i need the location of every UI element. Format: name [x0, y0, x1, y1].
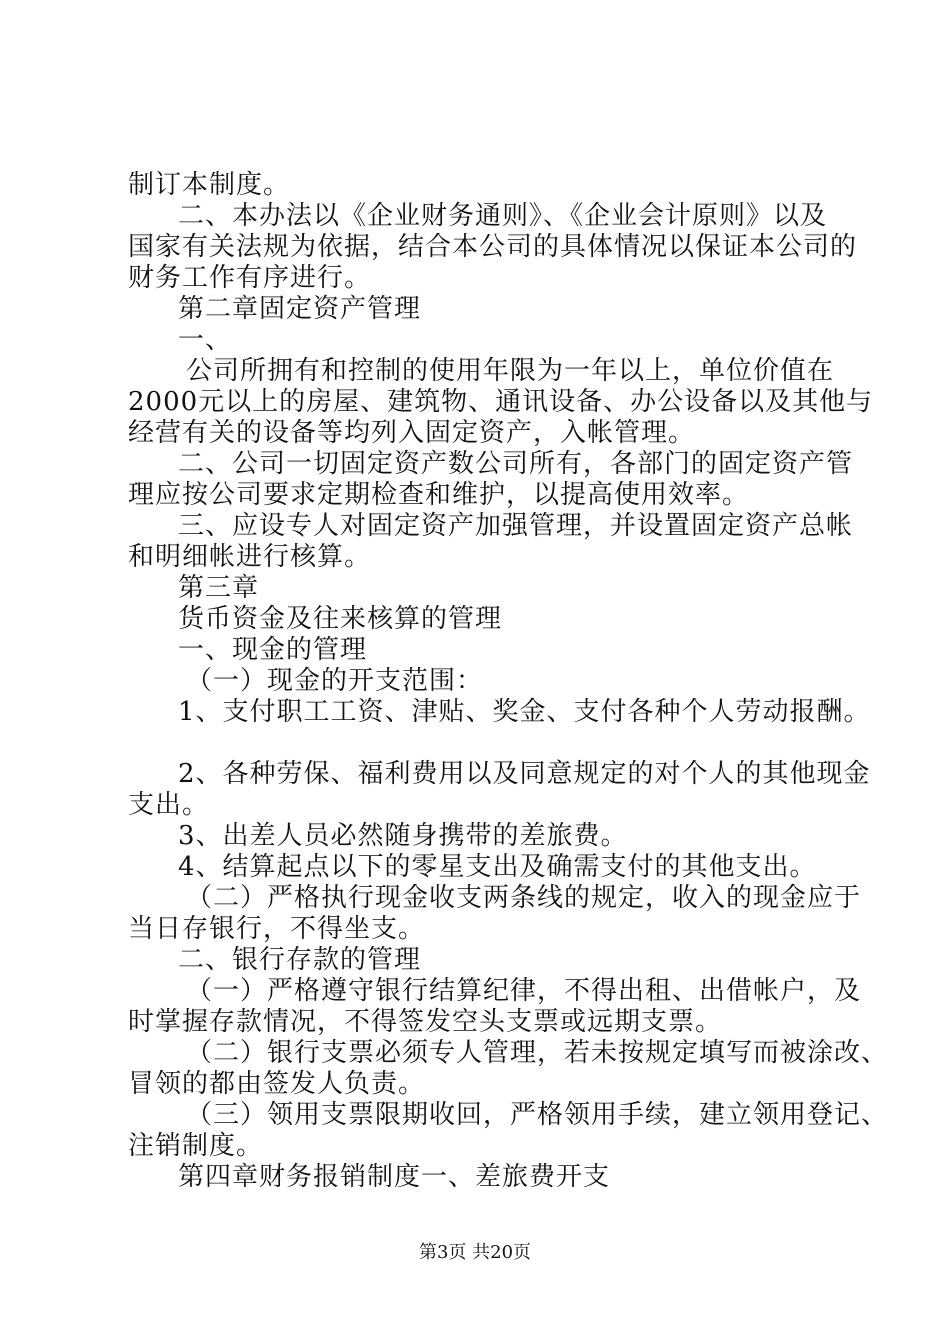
text-line: 支出。	[128, 790, 210, 820]
text-line: 4、结算起点以下的零星支出及确需支付的其他支出。	[178, 852, 817, 882]
text-line: 理应按公司要求定期检查和维护，以提高使用效率。	[128, 480, 750, 510]
text-line: （一）现金的开支范围：	[186, 666, 484, 696]
text-line: 三、应设专人对固定资产加强管理，并设置固定资产总帐	[178, 511, 854, 541]
text-line: 国家有关法规为依据，结合本公司的具体情况以保证本公司的	[128, 232, 858, 262]
text-line: 2000元以上的房屋、建筑物、通讯设备、办公设备以及其他与	[128, 387, 874, 417]
text-line: 1、支付职工工资、津贴、奖金、支付各种个人劳动报酬。	[178, 697, 871, 727]
section-heading: 货币资金及往来核算的管理	[178, 604, 503, 634]
text-line: （一）严格遵守银行结算纪律，不得出租、出借帐户，及	[186, 976, 862, 1006]
text-line: 财务工作有序进行。	[128, 263, 372, 293]
text-line: （三）领用支票限期收回，严格领用手续，建立领用登记、	[186, 1100, 889, 1130]
text-line: 3、出差人员必然随身携带的差旅费。	[178, 821, 628, 851]
text-line: 公司所拥有和控制的使用年限为一年以上，单位价值在	[186, 356, 835, 386]
text-line: 经营有关的设备等均列入固定资产，入帐管理。	[128, 418, 696, 448]
blank-line	[128, 728, 838, 759]
text-line: 和明细帐进行核算。	[128, 542, 372, 572]
text-line: 制订本制度。	[128, 170, 291, 200]
text-line: 二、银行存款的管理	[178, 945, 422, 975]
text-line: 一、现金的管理	[178, 635, 368, 665]
page-footer: 第3页 共20页	[418, 1242, 532, 1263]
text-line: 当日存银行，不得坐支。	[128, 914, 426, 944]
text-line: 二、公司一切固定资产数公司所有，各部门的固定资产管	[178, 449, 854, 479]
text-line: （二）银行支票必须专人管理，若未按规定填写而被涂改、	[186, 1038, 889, 1068]
text-line: 注销制度。	[128, 1131, 264, 1161]
text-line: 时掌握存款情况，不得签发空头支票或远期支票。	[128, 1007, 723, 1037]
chapter-heading: 第三章	[178, 573, 260, 603]
chapter-heading: 第四章财务报销制度一、差旅费开支	[178, 1162, 611, 1192]
text-line: 一、	[178, 325, 233, 355]
text-line: 二、本办法以《企业财务通则》、《企业会计原则》以及	[178, 201, 828, 231]
text-line: 冒领的都由签发人负责。	[128, 1069, 426, 1099]
text-line: 2、各种劳保、福利费用以及同意规定的对个人的其他现金	[178, 759, 871, 789]
text-line: （二）严格执行现金收支两条线的规定，收入的现金应于	[186, 883, 862, 913]
chapter-heading: 第二章固定资产管理	[178, 294, 422, 324]
document-body	[128, 170, 889, 1193]
